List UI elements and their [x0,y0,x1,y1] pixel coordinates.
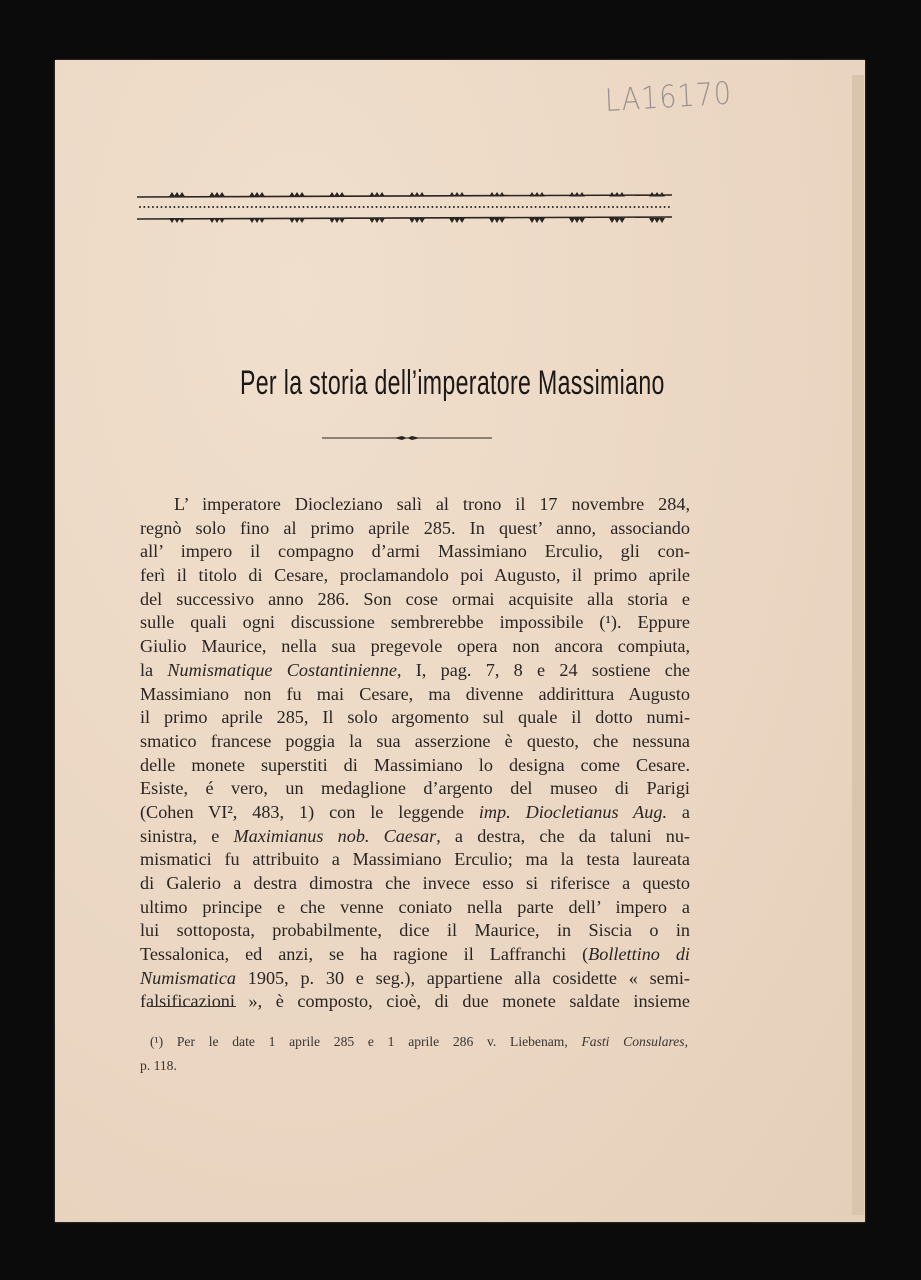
page-edge [852,75,864,1215]
text-line [140,683,690,707]
text-segment: Massimiano non fu mai Cesare, ma divenne addirittura Augusto [140,683,690,704]
text-line [140,611,690,635]
text-segment: del successivo anno 286. Son cose ormai acquisite alla storia e [140,588,690,609]
text-segment: falsificazioni », è composto, cioè, di due monete saldate insieme [140,991,690,1012]
text-segment: Esiste, é vero, un medaglione d’argento del museo di Parigi [140,778,690,799]
body-text [140,493,690,1014]
title-divider [322,436,492,440]
text-segment: sulle quali ogni discussione sembrerebbe impossibile (¹). Eppure [140,612,690,633]
italic-text: Fasti Consulares, [581,1034,688,1049]
text-segment: lui sottoposta, probabilmente, dice il Maurice, in Siscia o in [140,920,690,941]
text-line [140,517,690,541]
header-ornament [137,188,672,226]
text-line [140,588,690,612]
text-segment: delle monete superstiti di Massimiano lo designa come Cesare. [140,754,690,775]
text-line [140,943,690,967]
text-segment: (¹) Per le date 1 aprile 285 e 1 aprile 286 v. Liebenam, [150,1034,582,1049]
footnote-divider [150,1006,236,1007]
footnote [140,1030,688,1078]
text-segment: smatico francese poggia la sua asserzione è questo, che nessuna [140,730,690,751]
text-line [140,967,690,991]
page-title: Per la storia dell’imperatore Massimiano [239,364,665,402]
text-segment: di Galerio a destra dimostra che invece esso si riferisce a questo [140,873,690,893]
text-segment: L’ imperatore Diocleziano salì al trono il 17 novembre 284, [174,494,690,514]
italic-text: Numismatique Costantinienne, [167,659,402,680]
text-line [140,730,690,754]
text-line [140,540,690,564]
text-segment: (Cohen VI², 483, 1) con le leggende [140,801,479,822]
text-line [140,872,690,896]
text-segment: , a destra, che da taluni nu- [436,825,690,846]
handwritten-shelfmark: LA16170 [604,75,733,120]
italic-text: Numismatica [140,967,236,988]
text-segment: Giulio Maurice, nella sua pregevole opera non ancora compiuta, [140,636,690,657]
text-line [140,777,690,801]
text-line [140,1054,688,1078]
text-segment: Tessalonica, ed anzi, se ha ragione il Laffranchi ( [140,944,589,965]
text-line [140,635,690,659]
text-segment: regnò solo fino al primo aprile 285. In quest’ anno, associando [140,517,690,538]
text-line [140,896,690,920]
text-segment: ferì il titolo di Cesare, proclamandolo poi Augusto, il primo aprile [140,565,690,586]
text-segment: a [667,801,690,822]
text-segment: ultimo principe e che venne coniato nella parte dell’ impero a [140,896,690,917]
italic-text: Bollettino di [588,944,690,965]
italic-text: Maximianus nob. Caesar [233,825,437,846]
text-line [140,1030,688,1054]
text-segment: all’ impero il compagno d’armi Massimiano Erculio, gli con- [140,541,690,562]
text-segment: I, pag. 7, 8 e 24 sostiene che [401,659,690,680]
text-line [140,706,690,730]
italic-text: imp. Diocletianus Aug. [478,801,667,822]
text-line [140,659,690,683]
text-segment: mismatici fu attribuito a Massimiano Erculio; ma la testa laureata [140,849,690,870]
text-line [140,801,690,825]
text-line [140,990,690,1014]
text-line [140,825,690,849]
text-segment: la [140,659,168,680]
text-line [140,848,690,872]
text-line [140,919,690,943]
text-segment: 1905, p. 30 e seg.), appartiene alla cosidette « semi- [236,967,690,988]
text-line [140,754,690,778]
text-line [140,493,690,517]
text-segment: il primo aprile 285, Il solo argomento sul quale il dotto numi- [140,707,690,728]
text-line [140,564,690,588]
text-segment: sinistra, e [140,825,234,846]
text-segment: p. 118. [140,1058,177,1073]
